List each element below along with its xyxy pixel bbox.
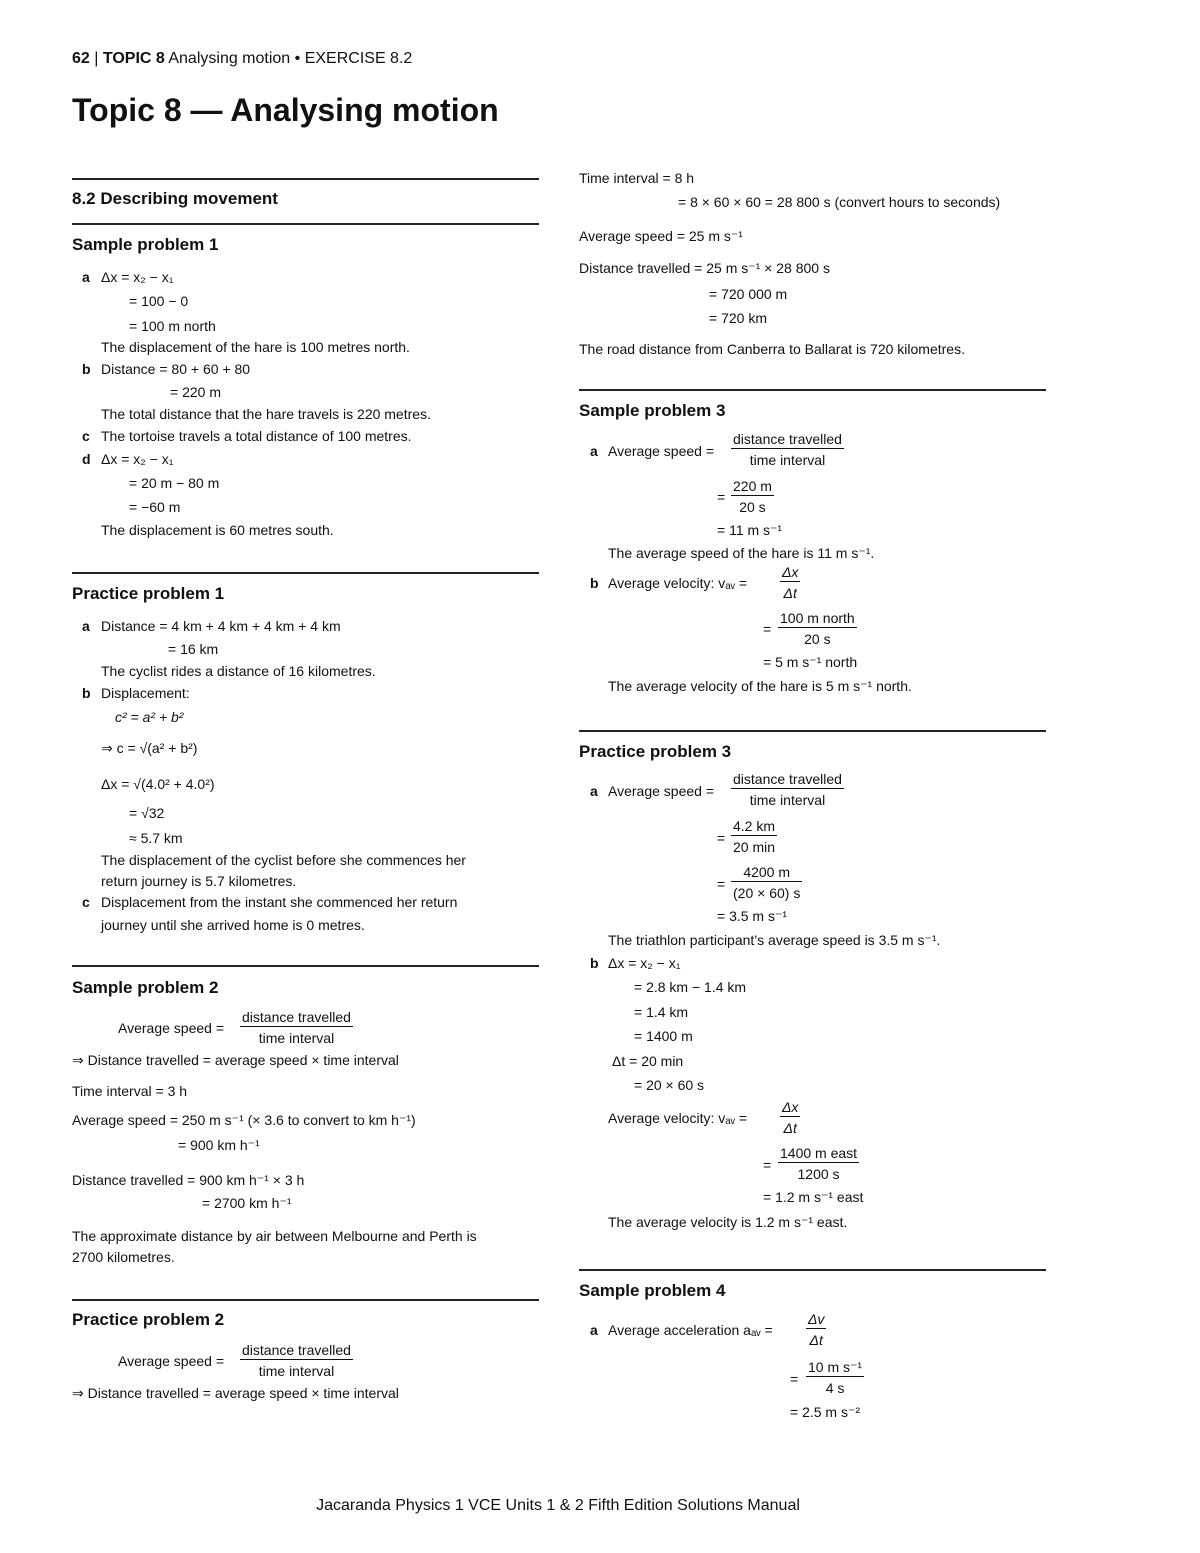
equation-line: = 5 m s⁻¹ north [763, 654, 858, 670]
numerator: Δx [782, 1099, 799, 1115]
equation-line: c² = a² + b² [115, 709, 184, 725]
equation-line: ⇒ c = √(a² + b²) [101, 740, 198, 756]
answer-text: The displacement of the cyclist before she commences her [101, 852, 466, 868]
page-title: Topic 8 — Analysing motion [72, 92, 499, 128]
fraction [780, 563, 800, 602]
equation-line: Time interval = 8 h [579, 170, 695, 186]
numerator: distance travelled [242, 1009, 351, 1025]
equation-line: = 100 − 0 [129, 293, 189, 309]
equation-line: = 16 km [168, 641, 219, 657]
denominator: 20 s [778, 627, 857, 648]
numerator: 220 m [733, 478, 772, 494]
answer-text: The approximate distance by air between Melbourne and Perth is [72, 1228, 477, 1244]
answer-text: The cyclist rides a distance of 16 kilometres. [101, 663, 376, 679]
numerator: 100 m north [780, 610, 855, 626]
running-header: 62 | TOPIC 8 Analysing motion • EXERCISE 8.2 [72, 50, 413, 67]
denominator: time interval [731, 448, 844, 469]
equation-line: Distance = 4 km + 4 km + 4 km + 4 km [101, 618, 341, 634]
fraction [731, 430, 844, 469]
equation-line: = 20 × 60 s [634, 1077, 705, 1093]
numerator: distance travelled [242, 1342, 351, 1358]
equation-line: = 3.5 m s⁻¹ [717, 908, 788, 924]
equation-line: Average velocity: vₐᵥ = [608, 1110, 748, 1126]
equation-line: Average speed = [608, 783, 714, 799]
denominator: Δt [780, 1116, 800, 1137]
answer-text: The average speed of the hare is 11 m s⁻¹. [608, 545, 875, 561]
equation-line: Distance travelled = 900 km h⁻¹ × 3 h [72, 1172, 305, 1188]
equation-line: = 220 m [170, 384, 221, 400]
denominator: time interval [731, 788, 844, 809]
practice-problem-1-heading: Practice problem 1 [72, 584, 225, 603]
numerator: Δx [782, 564, 799, 580]
part-label: c [82, 428, 90, 444]
equation-line: ≈ 5.7 km [129, 830, 183, 846]
fraction [240, 1341, 353, 1380]
equation-line: Average speed = 250 m s⁻¹ (× 3.6 to convert to km h⁻¹) [72, 1112, 416, 1128]
equation-line: Time interval = 3 h [72, 1083, 188, 1099]
equals-sign: = [717, 830, 726, 846]
equation-line: = 1.4 km [634, 1004, 689, 1020]
equation-line: Average speed = [118, 1020, 224, 1036]
denominator: 4 s [806, 1376, 864, 1397]
equation-line: Δt = 20 min [612, 1053, 684, 1069]
equation-line: = 100 m north [129, 318, 216, 334]
equation-line: = √32 [129, 805, 165, 821]
page-footer: Jacaranda Physics 1 VCE Units 1 & 2 Fifth Edition Solutions Manual [316, 1497, 800, 1514]
equation-line: Distance travelled = 25 m s⁻¹ × 28 800 s [579, 260, 830, 276]
divider [579, 1269, 1046, 1271]
equation-line: = 11 m s⁻¹ [717, 522, 783, 538]
equals-sign: = [717, 489, 726, 505]
divider [579, 730, 1046, 732]
part-label: b [590, 955, 599, 971]
fraction [240, 1008, 353, 1047]
equation-line: = 1.2 m s⁻¹ east [763, 1189, 864, 1205]
part-label: a [82, 618, 90, 634]
equation-line: Δx = x₂ − x₁ [608, 955, 681, 971]
denominator: 20 min [731, 835, 777, 856]
equation-line: ⇒ Distance travelled = average speed × time interval [72, 1385, 399, 1401]
equation-line: Average speed = [118, 1353, 224, 1369]
fraction [731, 770, 844, 809]
equals-sign: = [790, 1371, 799, 1387]
numerator: 1400 m east [780, 1145, 858, 1161]
equation-line: Average speed = 25 m s⁻¹ [579, 228, 743, 244]
answer-text: return journey is 5.7 kilometres. [101, 873, 297, 889]
sample-problem-2-heading: Sample problem 2 [72, 978, 219, 997]
fraction [806, 1358, 864, 1397]
numerator: distance travelled [733, 771, 842, 787]
fraction [806, 1310, 826, 1349]
answer-text: Displacement from the instant she commenced her return [101, 894, 458, 910]
fraction [731, 863, 802, 902]
equation-line: = 2.8 km − 1.4 km [634, 979, 747, 995]
numerator: 4200 m [743, 864, 791, 880]
denominator: 20 s [731, 495, 774, 516]
answer-text: The tortoise travels a total distance of 100 metres. [101, 428, 412, 444]
equation-line: = 8 × 60 × 60 = 28 800 s (convert hours to seconds) [678, 194, 1001, 210]
equation-line: = 2700 km h⁻¹ [202, 1195, 292, 1211]
equation-line: Average speed = [608, 443, 714, 459]
numerator: 10 m s⁻¹ [808, 1359, 863, 1375]
equation-line: = 20 m − 80 m [129, 475, 220, 491]
equation-line: Δx = x₂ − x₁ [101, 269, 174, 285]
fraction [780, 1098, 800, 1137]
part-label: a [590, 783, 598, 799]
equation-line: Δx = x₂ − x₁ [101, 451, 174, 467]
equation-line: Average velocity: vₐᵥ = [608, 575, 748, 591]
equation-line: = −60 m [129, 499, 181, 515]
denominator: 1200 s [778, 1162, 859, 1183]
part-label: a [82, 269, 90, 285]
divider [72, 965, 539, 967]
equation-line: = 720 000 m [709, 286, 788, 302]
part-label: b [82, 685, 91, 701]
sample-problem-4-heading: Sample problem 4 [579, 1281, 726, 1300]
fraction [778, 1144, 859, 1183]
part-label: a [590, 443, 598, 459]
answer-text: The displacement is 60 metres south. [101, 522, 334, 538]
numerator: Δv [808, 1311, 825, 1327]
denominator: time interval [240, 1359, 353, 1380]
denominator: time interval [240, 1026, 353, 1047]
equals-sign: = [763, 1157, 772, 1173]
denominator: (20 × 60) s [731, 881, 802, 902]
answer-text: 2700 kilometres. [72, 1249, 175, 1265]
equation-line: Average acceleration aₐᵥ = [608, 1322, 773, 1338]
answer-text: journey until she arrived home is 0 metres. [101, 917, 365, 933]
part-label: b [590, 575, 599, 591]
answer-text: The average velocity is 1.2 m s⁻¹ east. [608, 1214, 848, 1230]
equation-line: ⇒ Distance travelled = average speed × time interval [72, 1052, 399, 1068]
part-label: d [82, 451, 91, 467]
equation-line: Δx = √(4.0² + 4.0²) [101, 776, 215, 792]
divider [72, 223, 539, 225]
answer-text: The average velocity of the hare is 5 m s⁻¹ north. [608, 678, 912, 694]
divider [72, 572, 539, 574]
sample-problem-3-heading: Sample problem 3 [579, 401, 726, 420]
divider [72, 178, 539, 180]
numerator: distance travelled [733, 431, 842, 447]
numerator: 4.2 km [733, 818, 776, 834]
equals-sign: = [763, 621, 772, 637]
part-label: a [590, 1322, 598, 1338]
divider [579, 389, 1046, 391]
part-label: b [82, 361, 91, 377]
denominator: Δt [780, 581, 800, 602]
equals-sign: = [717, 876, 726, 892]
equation-line: Distance = 80 + 60 + 80 [101, 361, 251, 377]
part-label: c [82, 894, 90, 910]
equation-line: = 2.5 m s⁻² [790, 1404, 861, 1420]
fraction [731, 817, 777, 856]
answer-text: Displacement: [101, 685, 190, 701]
equation-line: = 1400 m [634, 1028, 693, 1044]
answer-text: The triathlon participant’s average speed is 3.5 m s⁻¹. [608, 932, 941, 948]
sample-problem-1-heading: Sample problem 1 [72, 235, 219, 254]
fraction [731, 477, 774, 516]
answer-text: The road distance from Canberra to Ballarat is 720 kilometres. [579, 341, 965, 357]
fraction [778, 609, 857, 648]
equation-line: = 900 km h⁻¹ [178, 1137, 260, 1153]
answer-text: The total distance that the hare travels is 220 metres. [101, 406, 431, 422]
denominator: Δt [806, 1328, 826, 1349]
divider [72, 1299, 539, 1301]
section-heading: 8.2 Describing movement [72, 189, 278, 208]
equation-line: = 720 km [709, 310, 767, 326]
practice-problem-2-heading: Practice problem 2 [72, 1310, 225, 1329]
answer-text: The displacement of the hare is 100 metres north. [101, 339, 410, 355]
practice-problem-3-heading: Practice problem 3 [579, 742, 732, 761]
